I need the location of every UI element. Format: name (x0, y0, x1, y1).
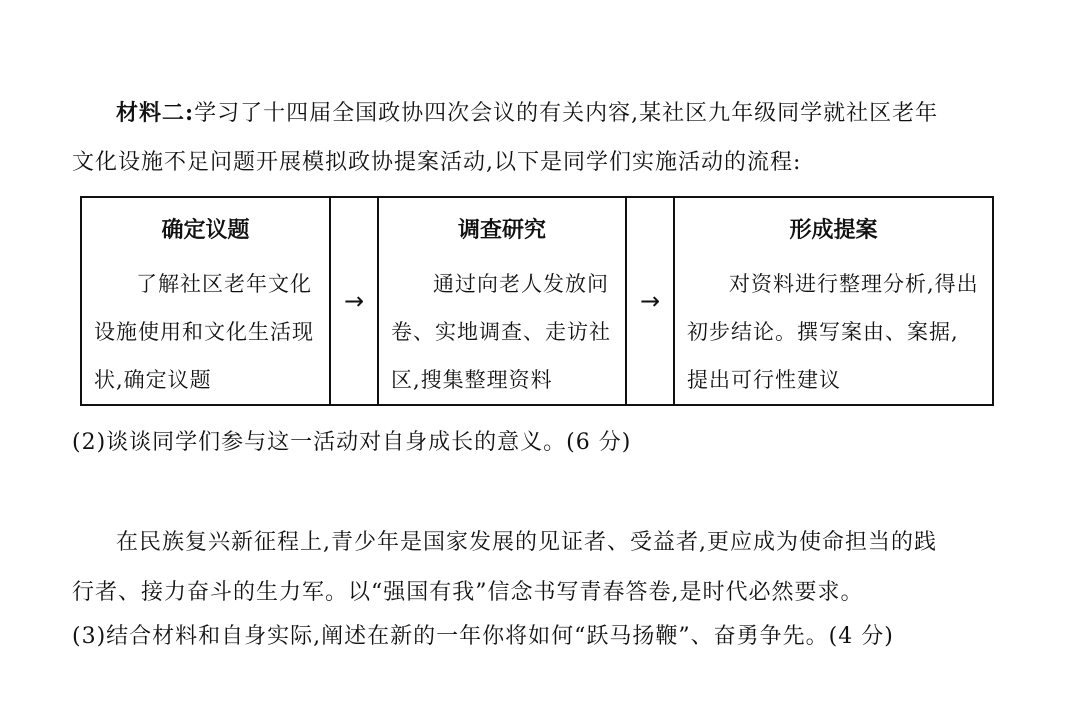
flow-step-title: 确定议题 (161, 218, 250, 243)
flow-step-body: 对资料进行整理分析,得出初步结论。撰写案由、案据,提出可行性建议 (687, 272, 979, 392)
material-two-intro-line2: 文化设施不足问题开展模拟政协提案活动,以下是同学们实施活动的流程: (72, 150, 802, 175)
material-two-label: 材料二: (116, 100, 195, 126)
flow-step-proposal (675, 198, 992, 404)
flow-step-title: 形成提案 (789, 218, 878, 243)
flow-arrow-right-icon: → (331, 198, 379, 404)
question-2: (2)谈谈同学们参与这一活动对自身成长的意义。(6 分) (72, 430, 632, 455)
flow-step-body: 了解社区老年文化设施使用和文化生活现状,确定议题 (94, 272, 314, 392)
material-two-intro-line1 (116, 98, 938, 129)
flow-step-research (379, 198, 627, 404)
question-3: (3)结合材料和自身实际,阐述在新的一年你将如何“跃马扬鞭”、奋勇争先。(4 分) (72, 624, 894, 649)
flow-step-body: 通过向老人发放问卷、实地调查、走访社区,搜集整理资料 (391, 272, 611, 392)
flow-step-title: 调查研究 (457, 218, 546, 243)
flow-arrow-right-icon: → (627, 198, 675, 404)
material-text-line1: 在民族复兴新征程上,青少年是国家发展的见证者、受益者,更应成为使命担当的践 (116, 530, 937, 555)
flow-step-define-topic (82, 198, 331, 404)
material-text-line2: 行者、接力奋斗的生力军。以“强国有我”信念书写青春答卷,是时代必然要求。 (72, 580, 864, 605)
material-two-intro-text: 学习了十四届全国政协四次会议的有关内容,某社区九年级同学就社区老年 (194, 101, 939, 126)
process-flow-table (80, 196, 994, 406)
